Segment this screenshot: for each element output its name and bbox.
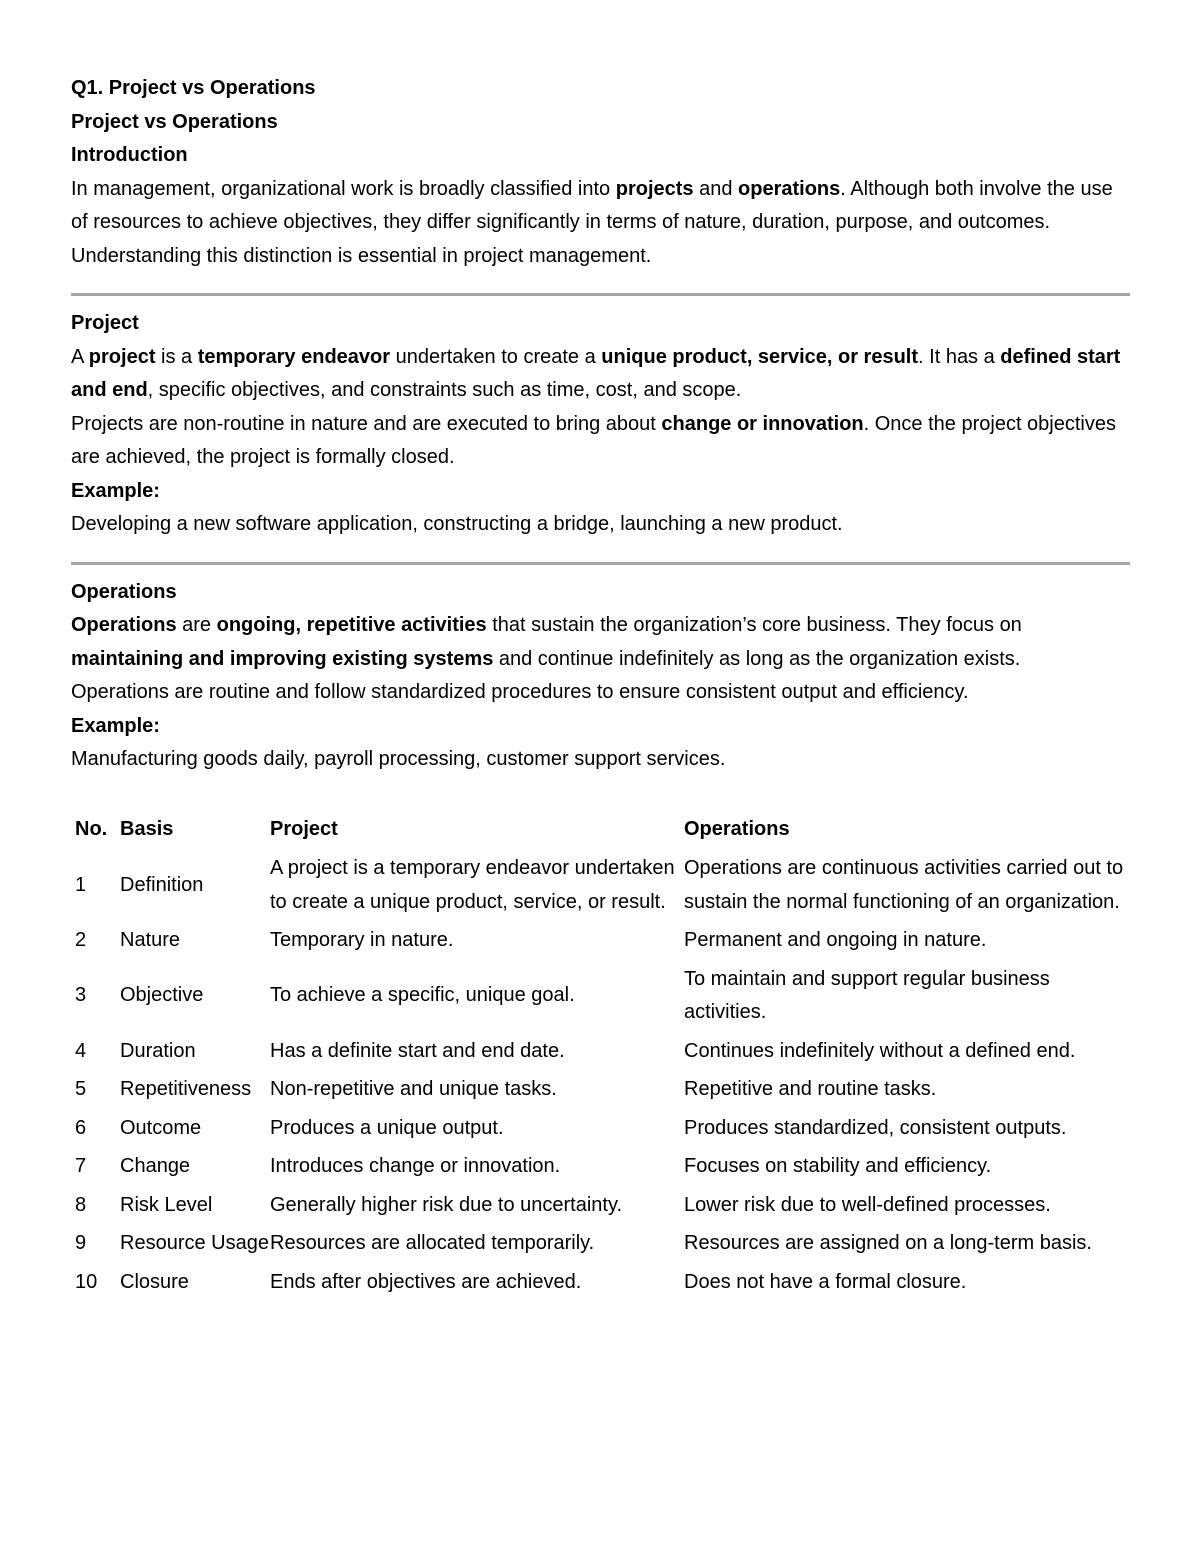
operations-text-1: are xyxy=(176,614,217,636)
section-divider xyxy=(71,293,1130,296)
cell-project: Ends after objectives are achieved. xyxy=(270,1270,582,1293)
table-row xyxy=(71,1112,1124,1151)
cell-operations: Lower risk due to well-defined processes. xyxy=(684,1193,1051,1216)
cell-no: 4 xyxy=(75,1039,87,1062)
cell-project: Introduces change or innovation. xyxy=(270,1155,561,1177)
operations-text-2: that sustain the organization’s core business. They focus on xyxy=(486,614,1022,636)
section-divider xyxy=(71,562,1130,565)
intro-text-3: . Although both involve the use of resources to achieve objectives, they differ significantly in terms of nature, duration, purpose, and outcomes. Understanding this distinction is essential in project management. xyxy=(71,177,1113,267)
cell-operations: To maintain and support regular business activities. xyxy=(684,967,1050,1023)
operations-bold-1: Operations xyxy=(71,614,177,636)
cell-basis: Change xyxy=(120,1155,191,1177)
table-row xyxy=(71,1227,1124,1266)
table-row xyxy=(71,1266,1124,1305)
cell-no: 9 xyxy=(75,1232,87,1254)
project-bold-1: project xyxy=(88,345,156,368)
cell-operations: Continues indefinitely without a defined end. xyxy=(684,1039,1076,1062)
project-paragraph-2 xyxy=(71,408,1130,475)
cell-basis: Repetitiveness xyxy=(120,1078,252,1100)
cell-project: Produces a unique output. xyxy=(270,1116,504,1139)
cell-operations: Resources are assigned on a long-term basis. xyxy=(684,1232,1092,1254)
question-title: Q1. Project vs Operations xyxy=(71,77,316,99)
project-bold-2: temporary endeavor xyxy=(197,345,391,368)
operations-paragraph-1 xyxy=(71,609,1130,676)
cell-basis: Resource Usage xyxy=(120,1232,269,1254)
project-heading: Project xyxy=(71,312,139,334)
comparison-table xyxy=(71,813,1124,1305)
cell-basis: Objective xyxy=(120,984,204,1007)
table-row xyxy=(71,924,1124,963)
cell-basis: Nature xyxy=(120,929,181,951)
cell-no: 2 xyxy=(75,929,87,951)
operations-heading: Operations xyxy=(71,580,177,603)
intro-heading: Introduction xyxy=(71,144,188,166)
cell-operations: Permanent and ongoing in nature. xyxy=(684,929,987,951)
cell-no: 7 xyxy=(75,1155,87,1177)
operations-bold-2: ongoing, repetitive activities xyxy=(216,614,487,636)
table-row xyxy=(71,1150,1124,1189)
operations-text-3: and continue indefinitely as long as the organization exists. xyxy=(493,647,1021,670)
table-row xyxy=(71,1035,1124,1074)
cell-no: 1 xyxy=(75,873,87,896)
cell-no: 8 xyxy=(75,1193,87,1216)
operations-bold-3: maintaining and improving existing systems xyxy=(71,647,494,670)
header-project: Project xyxy=(270,817,338,840)
table-row xyxy=(71,1073,1124,1112)
project-p2-bold: change or innovation xyxy=(661,412,864,435)
operations-example-label: Example: xyxy=(71,714,160,737)
project-text-5: , specific objectives, and constraints such as time, cost, and scope. xyxy=(147,379,742,401)
table-header-row xyxy=(71,813,1124,853)
cell-no: 3 xyxy=(75,984,87,1007)
intro-bold-operations: operations xyxy=(738,177,841,200)
cell-no: 5 xyxy=(75,1078,87,1100)
project-text-4: . It has a xyxy=(918,345,1001,368)
table-row xyxy=(71,963,1124,1035)
cell-project: Generally higher risk due to uncertainty. xyxy=(270,1193,623,1216)
cell-no: 10 xyxy=(75,1270,98,1293)
cell-operations: Produces standardized, consistent outputs. xyxy=(684,1116,1067,1139)
intro-paragraph xyxy=(71,173,1130,274)
cell-project: Has a definite start and end date. xyxy=(270,1039,565,1062)
cell-project: Non-repetitive and unique tasks. xyxy=(270,1078,557,1100)
project-paragraph-1 xyxy=(71,341,1130,408)
cell-basis: Risk Level xyxy=(120,1193,213,1216)
intro-text-2: and xyxy=(693,177,739,200)
project-text-2: is a xyxy=(155,345,198,368)
cell-operations: Does not have a formal closure. xyxy=(684,1270,967,1293)
table-row xyxy=(71,852,1124,924)
intro-text-1: In management, organizational work is broadly classified into xyxy=(71,177,616,200)
document-subtitle: Project vs Operations xyxy=(71,110,278,133)
project-bold-3: unique product, service, or result xyxy=(601,345,919,368)
intro-bold-projects: projects xyxy=(615,177,694,200)
cell-operations: Repetitive and routine tasks. xyxy=(684,1078,937,1100)
project-p2-text-2: . Once the project objectives are achieved, the project is formally closed. xyxy=(71,412,1116,468)
header-operations: Operations xyxy=(684,817,790,840)
cell-operations: Operations are continuous activities carried out to sustain the normal functioning of an organization. xyxy=(684,857,1124,913)
table-row xyxy=(71,1189,1124,1228)
header-basis: Basis xyxy=(120,817,174,840)
operations-paragraph-2: Operations are routine and follow standardized procedures to ensure consistent output and efficiency. xyxy=(71,681,969,703)
cell-basis: Definition xyxy=(120,873,204,896)
cell-project: Temporary in nature. xyxy=(270,929,454,951)
header-no: No. xyxy=(75,817,108,840)
cell-basis: Closure xyxy=(120,1270,189,1293)
cell-project: Resources are allocated temporarily. xyxy=(270,1232,595,1254)
project-bold-4: defined start and end xyxy=(71,345,1121,401)
project-text-3: undertaken to create a xyxy=(390,345,602,368)
table-body xyxy=(71,852,1124,1304)
cell-basis: Outcome xyxy=(120,1116,202,1139)
project-text-1: A xyxy=(71,345,89,368)
cell-project: To achieve a specific, unique goal. xyxy=(270,984,575,1007)
project-p2-text-1: Projects are non-routine in nature and are executed to bring about xyxy=(71,412,662,435)
operations-example-text: Manufacturing goods daily, payroll processing, customer support services. xyxy=(71,748,726,770)
cell-project: A project is a temporary endeavor undertaken to create a unique product, service, or result. xyxy=(270,857,675,913)
cell-basis: Duration xyxy=(120,1039,196,1062)
cell-no: 6 xyxy=(75,1116,87,1139)
project-example-label: Example: xyxy=(71,479,160,502)
project-example-text: Developing a new software application, constructing a bridge, launching a new product. xyxy=(71,513,843,535)
cell-operations: Focuses on stability and efficiency. xyxy=(684,1155,992,1177)
